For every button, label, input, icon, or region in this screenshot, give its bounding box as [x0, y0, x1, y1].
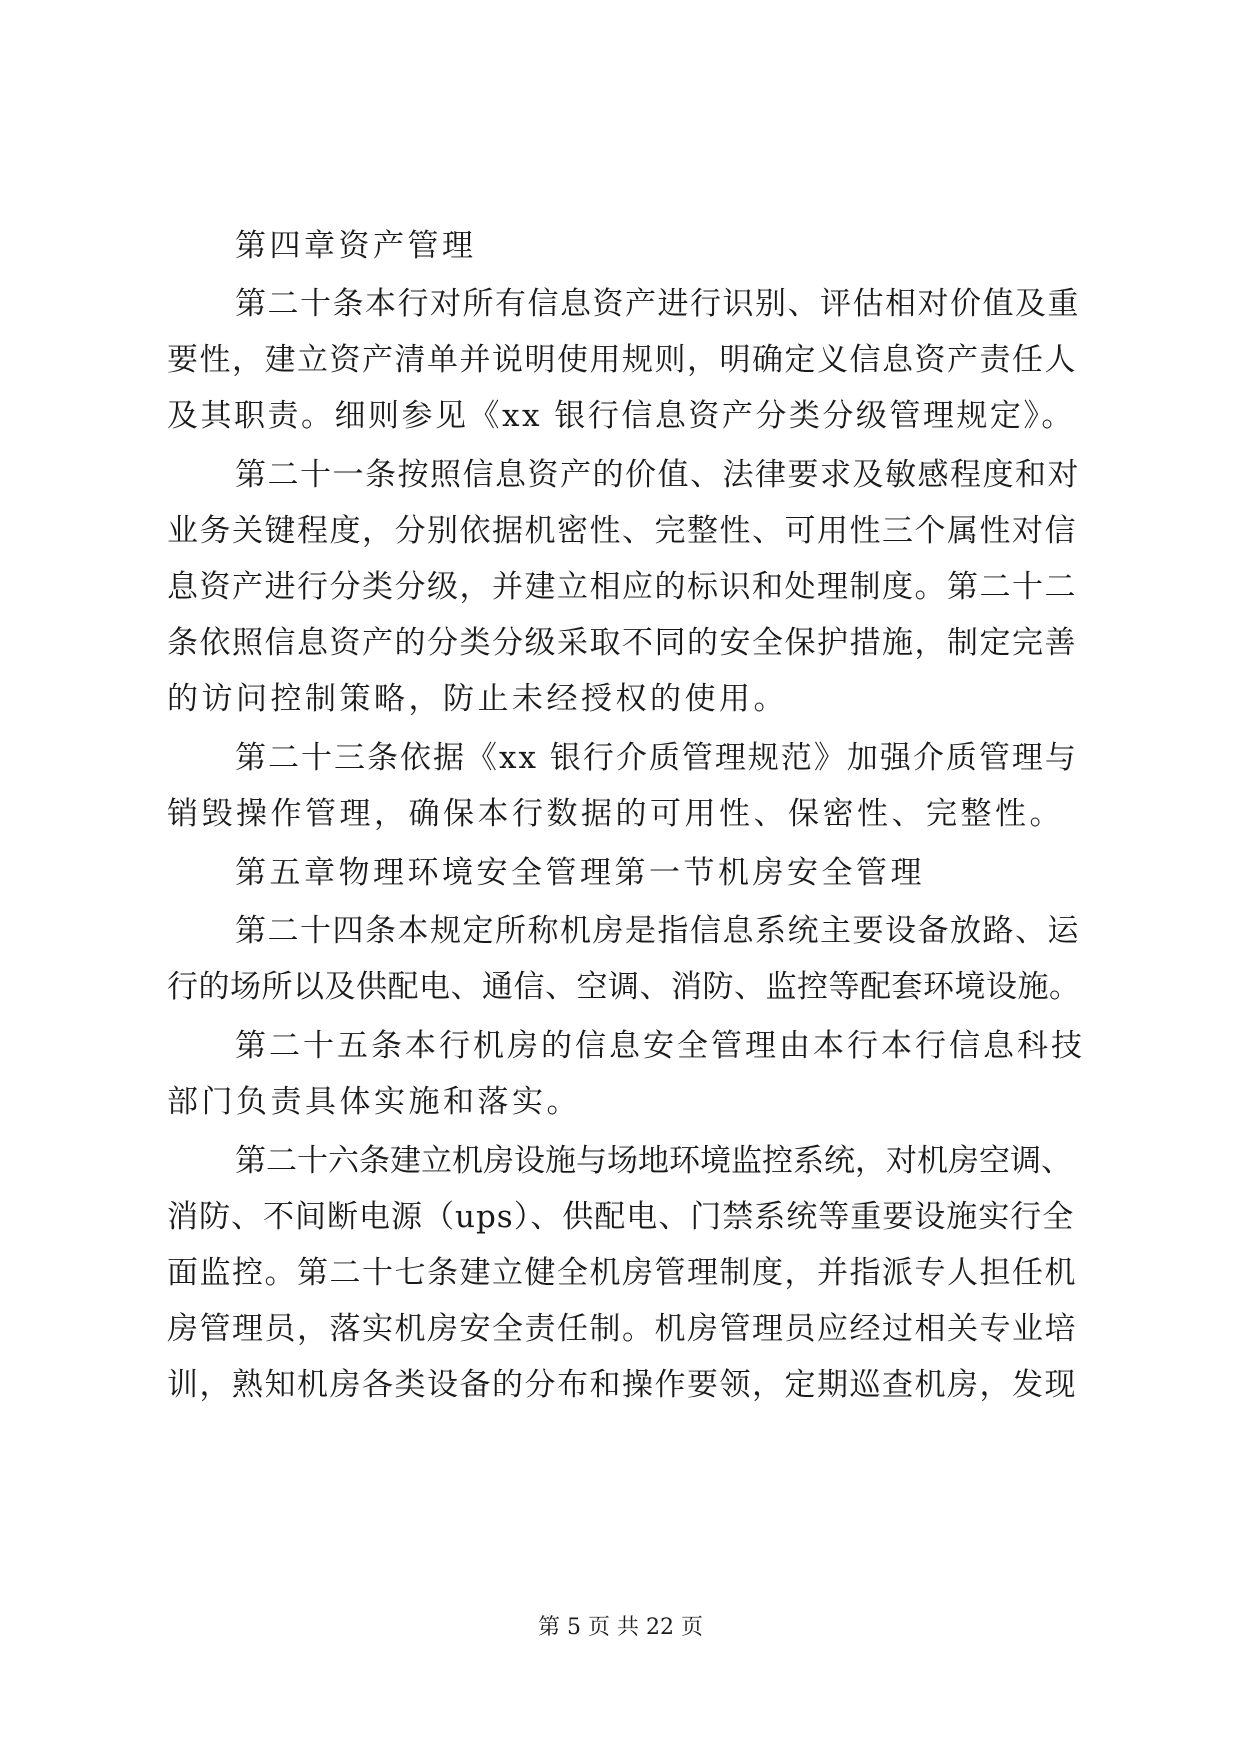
paragraph-line: 条依照信息资产的分类分级采取不同的安全保护措施，制定完善	[167, 625, 1077, 661]
paragraph-line: 息资产进行分类分级，并建立相应的标识和处理制度。第二十二	[167, 569, 1077, 605]
paragraph-line: 消防、不间断电源（ups）、供配电、门禁系统等重要设施实行全	[167, 1199, 1075, 1235]
paragraph-line: 部门负责具体实施和落实。	[167, 1084, 581, 1120]
chapter-heading-5: 第五章物理环境安全管理第一节机房安全管理	[235, 855, 925, 891]
chapter-heading-4: 第四章资产管理	[235, 228, 477, 264]
paragraph-line: 第二十六条建立机房设施与场地环境监控系统，对机房空调、	[235, 1143, 1072, 1179]
paragraph-line: 行的场所以及供配电、通信、空调、消防、监控等配套环境设施。	[167, 969, 1081, 1005]
page-number-footer: 第 5 页 共 22 页	[538, 1615, 703, 1640]
paragraph-line: 房管理员，落实机房安全责任制。机房管理员应经过相关专业培	[167, 1311, 1077, 1347]
paragraph-line: 及其职责。细则参见《xx 银行信息资产分类分级管理规定》。	[167, 398, 1075, 434]
paragraph-line: 第二十一条按照信息资产的价值、法律要求及敏感程度和对	[235, 457, 1080, 493]
paragraph-line: 训，熟知机房各类设备的分布和操作要领，定期巡查机房，发现	[167, 1367, 1077, 1403]
paragraph-line: 的访问控制策略，防止未经授权的使用。	[167, 681, 788, 717]
paragraph-line: 面监控。第二十七条建立健全机房管理制度，并指派专人担任机	[167, 1255, 1077, 1291]
paragraph-line: 第二十条本行对所有信息资产进行识别、评估相对价值及重	[235, 286, 1080, 322]
paragraph-line: 业务关键程度，分别依据机密性、完整性、可用性三个属性对信	[167, 513, 1077, 549]
paragraph-line: 第二十三条依据《xx 银行介质管理规范》加强介质管理与	[235, 740, 1078, 776]
paragraph-line: 第二十四条本规定所称机房是指信息系统主要设备放路、运	[235, 913, 1080, 949]
paragraph-line: 要性，建立资产清单并说明使用规则，明确定义信息资产责任人	[167, 342, 1077, 378]
paragraph-line: 第二十五条本行机房的信息安全管理由本行本行信息科技	[235, 1028, 1085, 1064]
paragraph-line: 销毁操作管理，确保本行数据的可用性、保密性、完整性。	[167, 796, 1064, 832]
